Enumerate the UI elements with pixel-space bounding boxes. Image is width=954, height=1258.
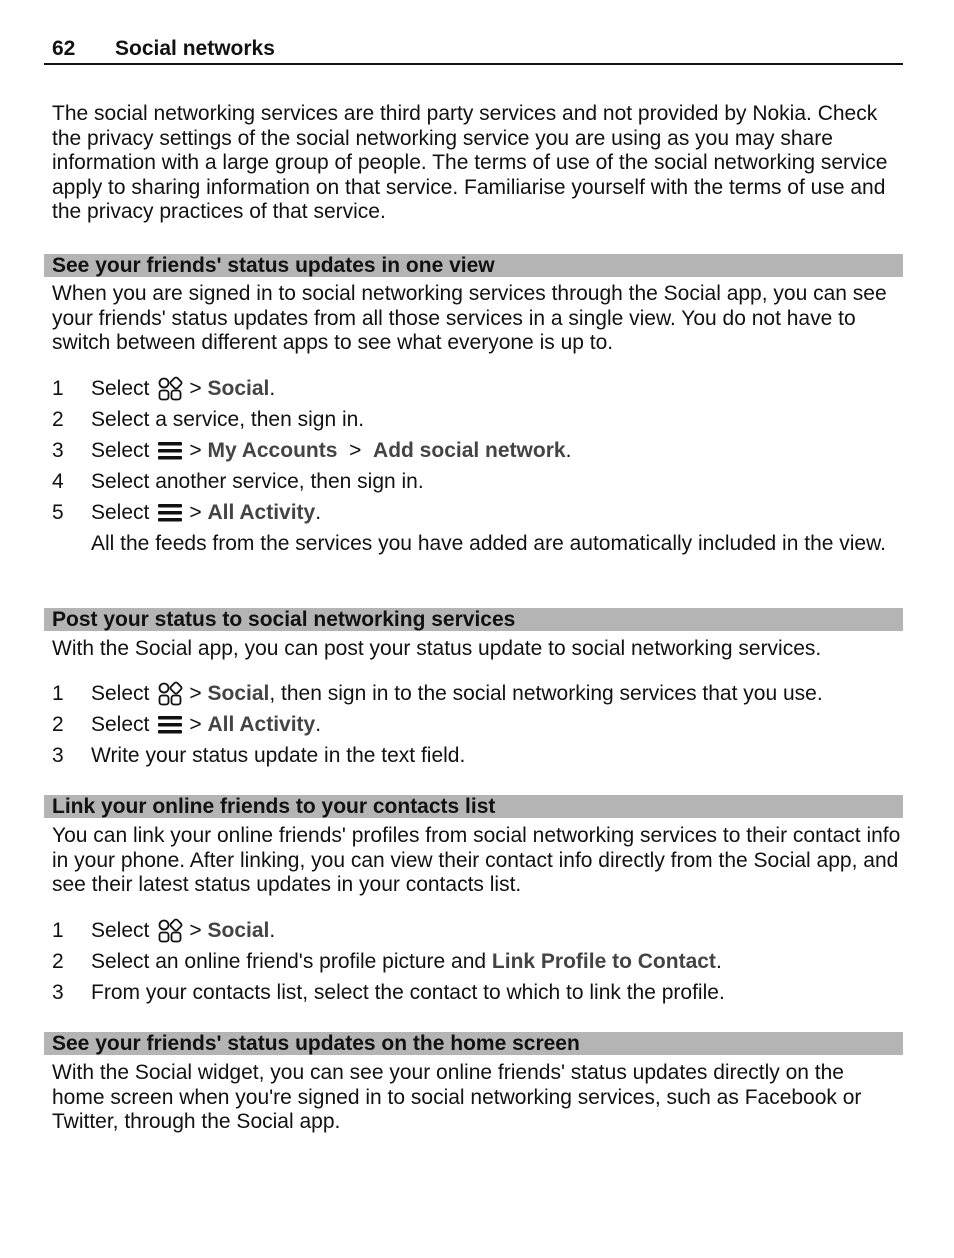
step-bold-text: Link Profile to Contact (491, 950, 716, 973)
step-text: . (315, 713, 322, 736)
page-header (44, 36, 903, 65)
step-text: Select (91, 919, 150, 942)
section-heading: See your friends' status updates on the home screen (44, 1032, 903, 1055)
step-item (52, 740, 912, 771)
step-number: 1 (52, 377, 64, 400)
step-bold-text: All Activity (207, 713, 316, 736)
step-text: > (189, 919, 202, 942)
intro-paragraph: The social networking services are third party services and not provided by Nokia. Check the privacy settings of the social networking service you are using as you may share information with a large group of people. The terms of use of the social networking service apply to sharing information on that service. Familiarise yourself with the terms of use and the privacy practices of that service. (52, 102, 888, 224)
step-bold-text: All Activity (207, 501, 316, 524)
step-text: Select another service, then sign in. (91, 470, 424, 493)
apps-grid-icon (157, 918, 183, 944)
step-text: Select an online friend's profile picture and (91, 950, 492, 973)
page-number: 62 (52, 37, 76, 60)
step-text: Select (91, 377, 150, 400)
step-text: Select (91, 713, 150, 736)
step-number: 4 (52, 470, 64, 493)
step-number: 2 (52, 408, 64, 431)
step-item (52, 466, 912, 497)
step-text: > (189, 713, 202, 736)
apps-grid-icon (157, 376, 183, 402)
step-number: 1 (52, 919, 64, 942)
step-item (52, 946, 912, 977)
step-text: Select (91, 439, 150, 462)
step-text: From your contacts list, select the contact to which to link the profile. (91, 981, 725, 1004)
apps-grid-icon (157, 681, 183, 707)
step-number: 5 (52, 501, 64, 524)
step-text: > (189, 377, 202, 400)
step-text: . (315, 501, 322, 524)
step-text: . (269, 377, 276, 400)
menu-icon (157, 500, 183, 526)
step-list (52, 678, 912, 771)
step-note: All the feeds from the services you have added are automatically included in the view. (91, 532, 886, 555)
step-number: 2 (52, 950, 64, 973)
step-list (52, 373, 912, 528)
section-body: When you are signed in to social networking services through the Social app, you can see your friends' status updates from all those services in a single view. You do not have to switch between different apps to see what everyone is up to. (52, 282, 887, 355)
menu-icon (157, 438, 183, 464)
step-item (52, 915, 912, 946)
step-item (52, 497, 912, 528)
step-bold-text: Social (207, 377, 270, 400)
menu-icon (157, 712, 183, 738)
step-number: 1 (52, 682, 64, 705)
step-bold-text: Social (207, 919, 270, 942)
step-bold-text: Add social network (373, 439, 566, 462)
step-text: . (565, 439, 572, 462)
step-item (52, 709, 912, 740)
step-item (52, 404, 912, 435)
step-item (52, 678, 912, 709)
step-bold-text: My Accounts (207, 439, 338, 462)
step-text: . (715, 950, 722, 973)
step-item (52, 977, 912, 1008)
step-text: > (189, 682, 202, 705)
section-heading: Post your status to social networking services (44, 608, 903, 631)
step-text: > (337, 439, 368, 462)
section-heading: Link your online friends to your contacts list (44, 795, 903, 818)
step-text: Select (91, 682, 150, 705)
section-body: With the Social app, you can post your status update to social networking services. (52, 637, 822, 660)
step-text: , then sign in to the social networking services that you use. (269, 682, 823, 705)
step-number: 2 (52, 713, 64, 736)
step-text: . (269, 919, 276, 942)
step-text: > (189, 439, 202, 462)
step-list (52, 915, 912, 1008)
section-body: With the Social widget, you can see your online friends' status updates directly on the home screen when you're signed in to social networking services, such as Facebook or Twitter, through the Social app. (52, 1061, 862, 1134)
step-number: 3 (52, 981, 64, 1004)
step-text: > (189, 501, 202, 524)
step-bold-text: Social (207, 682, 270, 705)
step-number: 3 (52, 744, 64, 767)
step-text: Write your status update in the text field. (91, 744, 466, 767)
step-item (52, 373, 912, 404)
step-number: 3 (52, 439, 64, 462)
step-item (52, 435, 912, 466)
step-text: Select (91, 501, 150, 524)
section-body: You can link your online friends' profiles from social networking services to their contact info in your phone. After linking, you can view their contact info directly from the Social app, and see their latest status updates in your contacts list. (52, 824, 901, 897)
step-text: Select a service, then sign in. (91, 408, 365, 431)
chapter-title: Social networks (115, 37, 275, 60)
section-heading: See your friends' status updates in one view (44, 254, 903, 277)
